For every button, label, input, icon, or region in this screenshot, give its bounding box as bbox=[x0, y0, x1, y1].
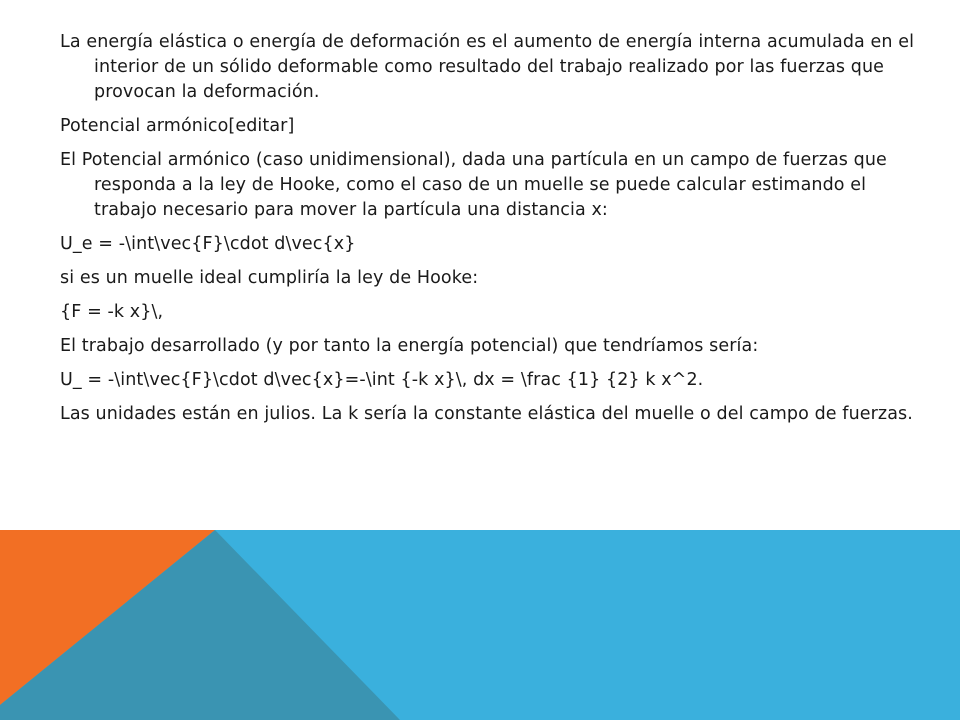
section-heading-harmonic-potential: Potencial armónico[editar] bbox=[60, 116, 295, 136]
formula-potential-energy: U_e = -\int\vec{F}\cdot d\vec{x} bbox=[60, 234, 356, 254]
paragraph-hooke-law: si es un muelle ideal cumpliría la ley de Hooke: bbox=[60, 268, 479, 288]
decor-blue-dark-triangle bbox=[0, 530, 400, 720]
paragraph-definition: La energía elástica o energía de deformación es el aumento de energía interna acumulada en el interior de un sólido deformable como resultado del trabajo realizado por las fuerzas que provocan la deformación. bbox=[60, 32, 915, 102]
decor-blue-light-band bbox=[0, 530, 960, 720]
paragraph-units: Las unidades están en julios. La k sería la constante elástica del muelle o del campo de fuerzas. bbox=[60, 404, 913, 424]
formula-hooke: {F = -k x}\, bbox=[60, 302, 164, 322]
paragraph-harmonic-potential: El Potencial armónico (caso unidimensional), dada una partícula en un campo de fuerzas que responda a la ley de Hooke, como el caso de un muelle se puede calcular estimando el trabajo necesario para mover la partícula una distancia x: bbox=[60, 150, 887, 220]
decor-orange-triangle bbox=[0, 530, 215, 705]
slide-body bbox=[60, 30, 920, 436]
formula-work: U_ = -\int\vec{F}\cdot d\vec{x}=-\int {-k x}\, dx = \frac {1} {2} k x^2. bbox=[60, 370, 704, 390]
paragraph-work: El trabajo desarrollado (y por tanto la energía potencial) que tendríamos sería: bbox=[60, 336, 759, 356]
